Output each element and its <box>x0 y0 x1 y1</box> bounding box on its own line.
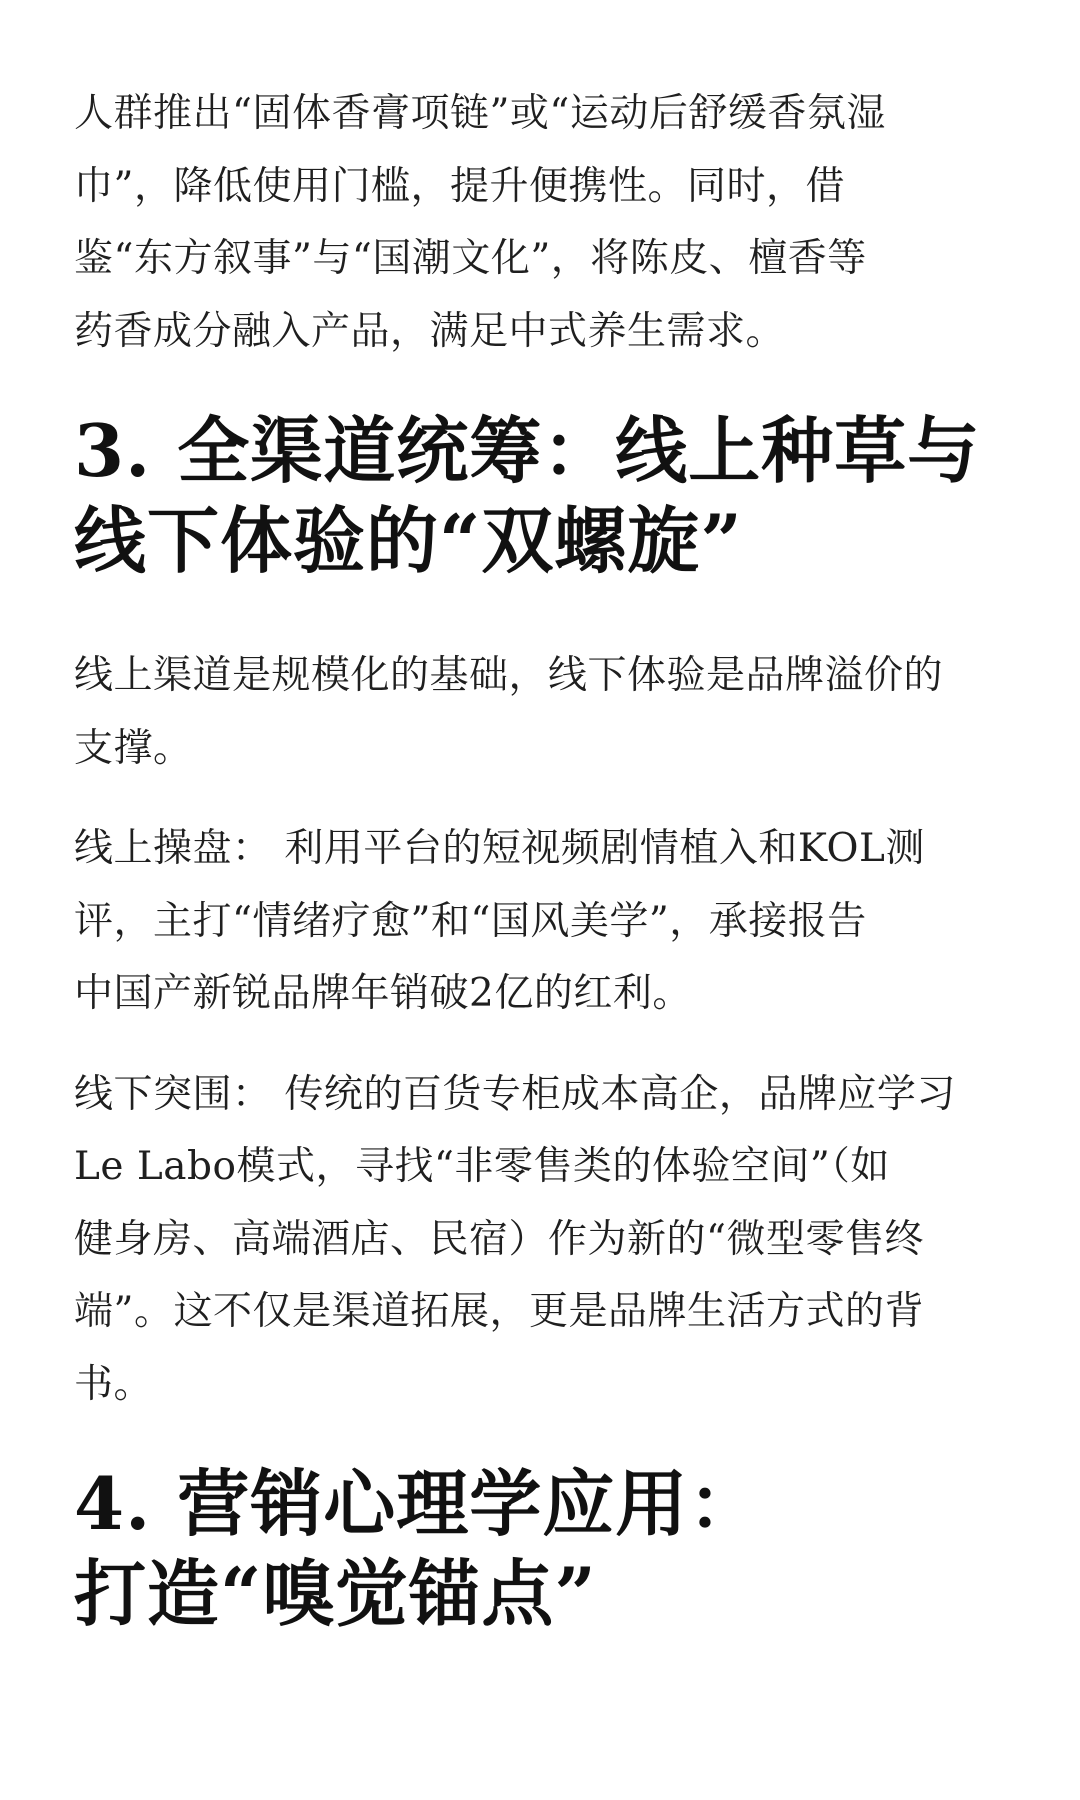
heading-line: 打造“嗅觉锚点” <box>74 1551 597 1636</box>
section-3-heading <box>74 406 1010 586</box>
text-line: 线下突围： 传统的百货专柜成本高企，品牌应学习 <box>74 1071 956 1117</box>
section-4-heading <box>74 1459 1010 1639</box>
paragraph-product-innovation-tail <box>74 78 1010 368</box>
text-line: 评，主打“情绪疗愈”和“国风美学”，承接报告 <box>74 898 867 944</box>
paragraph-online-operations <box>74 813 1010 1031</box>
text-line: 端”。这不仅是渠道拓展，更是品牌生活方式的背 <box>74 1289 924 1334</box>
text-line: 线上渠道是规模化的基础，线下体验是品牌溢价的 <box>74 653 944 698</box>
text-line: 巾”，降低使用门槛，提升便携性。同时，借 <box>74 163 845 209</box>
heading-line: 4. 营销心理学应用： <box>74 1461 762 1546</box>
paragraph-channel-intro <box>74 640 1010 785</box>
text-line: 中国产新锐品牌年销破2亿的红利。 <box>74 971 692 1016</box>
text-line: Le Labo模式，寻找“非零售类的体验空间”（如 <box>74 1144 890 1189</box>
text-line: 支撑。 <box>74 725 193 771</box>
text-line: 鉴“东方叙事”与“国潮文化”，将陈皮、檀香等 <box>74 236 867 281</box>
text-line: 线上操盘： 利用平台的短视频剧情植入和KOL测 <box>74 826 925 871</box>
heading-line: 线下体验的“双螺旋” <box>74 498 743 583</box>
paragraph-offline-breakthrough <box>74 1059 1010 1422</box>
heading-line: 3. 全渠道统筹：线上种草与 <box>74 408 981 493</box>
article-body <box>74 78 1010 1639</box>
text-line: 书。 <box>74 1361 154 1407</box>
text-line: 健身房、高端酒店、民宿）作为新的“微型零售终 <box>74 1216 924 1262</box>
text-line: 人群推出“固体香膏项链”或“运动后舒缓香氛湿 <box>74 91 886 136</box>
text-line: 药香成分融入产品，满足中式养生需求。 <box>74 308 786 354</box>
